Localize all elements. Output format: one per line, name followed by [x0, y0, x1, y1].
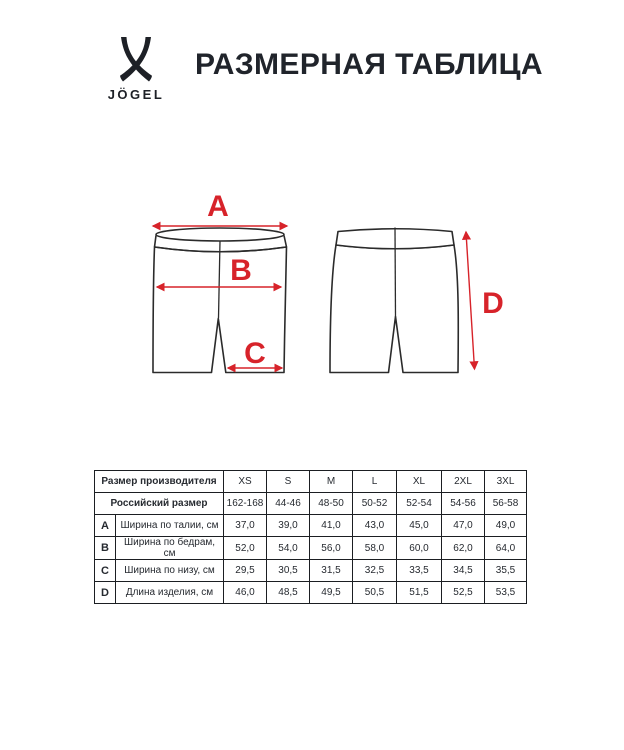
bottom-s: 30,5 — [267, 560, 310, 582]
bottom-xl: 33,5 — [397, 560, 442, 582]
row-param-length: Длина изделия, см — [116, 582, 224, 604]
row-letter-a: A — [95, 515, 116, 537]
ru-size-m: 48-50 — [310, 493, 353, 515]
hips-3xl: 64,0 — [485, 537, 527, 560]
size-col-xs: XS — [224, 471, 267, 493]
table-row-hips — [95, 537, 527, 560]
ru-size-l: 50-52 — [353, 493, 397, 515]
row-param-bottom-width: Ширина по низу, см — [116, 560, 224, 582]
row-letter-d: D — [95, 582, 116, 604]
dim-label-b: B — [230, 254, 252, 287]
hips-l: 58,0 — [353, 537, 397, 560]
hips-s: 54,0 — [267, 537, 310, 560]
bottom-2xl: 34,5 — [442, 560, 485, 582]
row-letter-c: C — [95, 560, 116, 582]
size-diagram — [0, 180, 624, 420]
row-letter-b: B — [95, 537, 116, 560]
ru-size-2xl: 54-56 — [442, 493, 485, 515]
dim-label-c: C — [244, 337, 266, 370]
length-3xl: 53,5 — [485, 582, 527, 604]
length-s: 48,5 — [267, 582, 310, 604]
length-l: 50,5 — [353, 582, 397, 604]
waist-3xl: 49,0 — [485, 515, 527, 537]
header-russian-size: Российский размер — [95, 493, 224, 515]
front-shorts-drawing — [153, 228, 287, 373]
brand-wordmark: JÖGEL — [107, 87, 165, 102]
waist-xs: 37,0 — [224, 515, 267, 537]
hips-xl: 60,0 — [397, 537, 442, 560]
dim-arrow-d — [466, 232, 475, 369]
size-col-m: M — [310, 471, 353, 493]
dim-label-a: A — [207, 190, 229, 223]
ru-size-xl: 52-54 — [397, 493, 442, 515]
size-col-s: S — [267, 471, 310, 493]
ru-size-3xl: 56-58 — [485, 493, 527, 515]
size-col-l: L — [353, 471, 397, 493]
jogel-v-mark-icon — [110, 36, 162, 86]
ru-size-s: 44-46 — [267, 493, 310, 515]
waist-xl: 45,0 — [397, 515, 442, 537]
size-col-xl: XL — [397, 471, 442, 493]
bottom-3xl: 35,5 — [485, 560, 527, 582]
table-row-waist — [95, 515, 527, 537]
waist-s: 39,0 — [267, 515, 310, 537]
page-title: РАЗМЕРНАЯ ТАБЛИЦА — [195, 48, 543, 81]
bottom-xs: 29,5 — [224, 560, 267, 582]
waist-l: 43,0 — [353, 515, 397, 537]
ru-size-xs: 162-168 — [224, 493, 267, 515]
brand-logo — [96, 36, 176, 102]
length-xs: 46,0 — [224, 582, 267, 604]
header-manufacturer-size: Размер производителя — [95, 471, 224, 493]
waist-m: 41,0 — [310, 515, 353, 537]
hips-xs: 52,0 — [224, 537, 267, 560]
table-row-length — [95, 582, 527, 604]
table-row-bottom-width — [95, 560, 527, 582]
length-2xl: 52,5 — [442, 582, 485, 604]
size-table — [94, 470, 527, 604]
hips-2xl: 62,0 — [442, 537, 485, 560]
size-col-2xl: 2XL — [442, 471, 485, 493]
dim-label-d: D — [482, 287, 504, 320]
length-m: 49,5 — [310, 582, 353, 604]
back-shorts-drawing — [330, 228, 458, 373]
row-param-hips: Ширина по бедрам, см — [116, 537, 224, 560]
table-row-russian-size — [95, 493, 527, 515]
hips-m: 56,0 — [310, 537, 353, 560]
bottom-l: 32,5 — [353, 560, 397, 582]
bottom-m: 31,5 — [310, 560, 353, 582]
size-col-3xl: 3XL — [485, 471, 527, 493]
length-xl: 51,5 — [397, 582, 442, 604]
row-param-waist: Ширина по талии, см — [116, 515, 224, 537]
table-row-manufacturer-size — [95, 471, 527, 493]
waist-2xl: 47,0 — [442, 515, 485, 537]
